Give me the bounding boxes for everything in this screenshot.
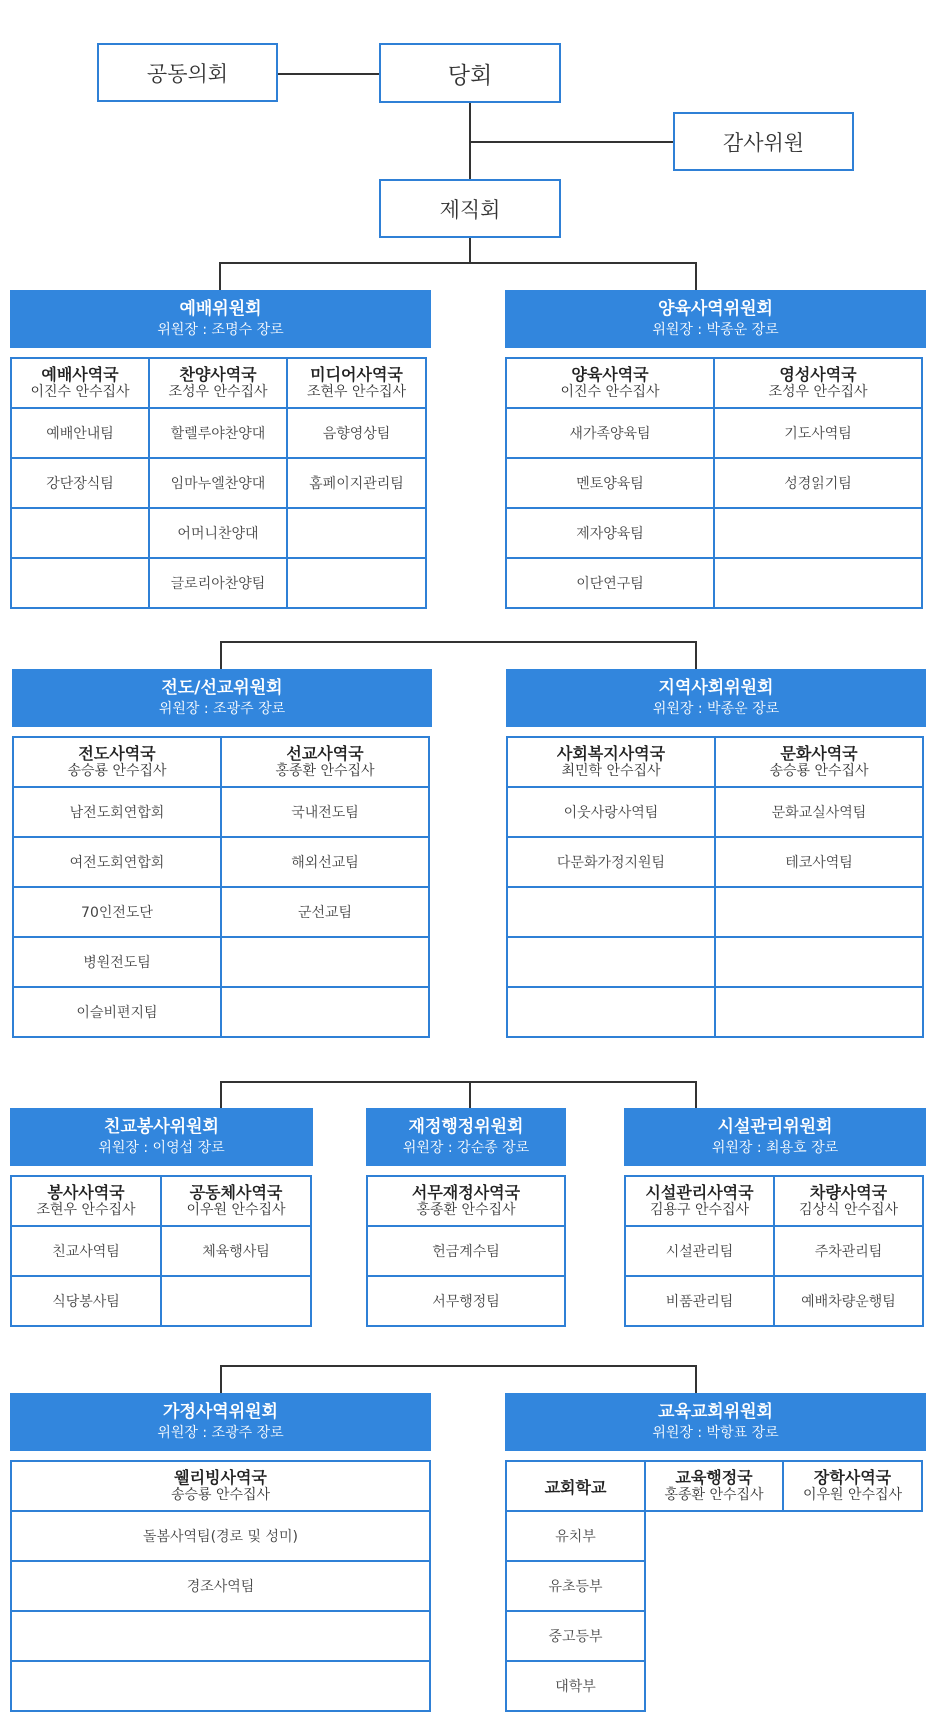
department-manager: 이우원 안수집사 [186, 1202, 286, 1218]
department-name: 선교사역국 [286, 744, 364, 763]
department-header [160, 1175, 312, 1227]
department-header [286, 357, 427, 409]
team-name: 국내전도팀 [291, 805, 359, 821]
team-name: 테코사역팀 [785, 855, 853, 871]
team-name: 예배차량운행팀 [801, 1294, 896, 1310]
committee-chair: 위원장 : 박종운 장로 [652, 701, 780, 717]
team-cell [505, 507, 715, 559]
department-header [10, 1175, 162, 1227]
committee-title: 지역사회위원회 [658, 678, 774, 698]
committee-header [10, 1108, 313, 1166]
committee-header [506, 669, 926, 727]
connector-row2-bar [220, 641, 697, 643]
team-cell [10, 1510, 431, 1562]
committee-title: 가정사역위원회 [163, 1402, 278, 1422]
team-cell [506, 986, 716, 1038]
team-cell [366, 1225, 566, 1277]
team-name: 홈페이지관리팀 [309, 476, 404, 492]
connector-row4-right [695, 1365, 697, 1393]
connector-row3-left [220, 1081, 222, 1108]
joint-assembly-label: 공동의회 [146, 61, 229, 86]
department-name: 차량사역국 [809, 1183, 888, 1202]
committee-title: 교육교회위원회 [658, 1402, 773, 1422]
team-cell [506, 836, 716, 888]
department-header [624, 1175, 775, 1227]
department-header [12, 736, 222, 788]
connector-audit [470, 141, 673, 143]
team-cell [714, 936, 924, 988]
team-cell [10, 1560, 431, 1612]
department-header [713, 357, 923, 409]
department-manager: 김용구 안수집사 [649, 1202, 750, 1218]
department-manager: 홍종환 안수집사 [664, 1487, 764, 1503]
department-manager: 송승룡 안수집사 [769, 763, 869, 779]
department-name: 사회복지사역국 [556, 744, 666, 763]
team-name: 이슬비편지팀 [76, 1005, 158, 1021]
team-cell [505, 1560, 646, 1612]
staff-label: 제직회 [439, 197, 501, 222]
team-cell [286, 507, 427, 559]
department-manager: 김상식 안수집사 [798, 1202, 899, 1218]
team-name: 임마누엘찬양대 [170, 476, 266, 492]
committee-chair: 위원장 : 강순종 장로 [402, 1140, 530, 1156]
team-cell [286, 407, 427, 459]
committee-header [624, 1108, 926, 1166]
team-name: 해외선교팀 [291, 855, 359, 871]
team-name: 대학부 [555, 1679, 596, 1695]
department-manager: 송승룡 안수집사 [170, 1487, 271, 1503]
department-manager: 이진수 안수집사 [30, 384, 130, 400]
team-cell [10, 1610, 431, 1662]
committee-chair: 위원장 : 이영섭 장로 [98, 1140, 225, 1156]
committee-chair: 위원장 : 박항표 장로 [652, 1425, 779, 1441]
team-cell [12, 986, 222, 1038]
team-name: 이웃사랑사역팀 [563, 805, 659, 821]
department-name: 미디어사역국 [310, 365, 403, 384]
team-cell [12, 786, 222, 838]
team-name: 식당봉사팀 [52, 1294, 120, 1310]
committee-title: 시설관리위원회 [717, 1117, 833, 1137]
team-cell [505, 557, 715, 609]
team-cell [506, 886, 716, 938]
team-cell [160, 1275, 312, 1327]
department-header [506, 736, 716, 788]
committee-title: 친교봉사위원회 [104, 1117, 219, 1137]
team-cell [148, 507, 288, 559]
department-name: 영성사역국 [779, 365, 857, 384]
department-header [505, 1460, 646, 1512]
committee-header [366, 1108, 566, 1166]
department-manager: 홍종환 안수집사 [416, 1202, 516, 1218]
connector-row3-bar [220, 1081, 697, 1083]
team-cell [506, 936, 716, 988]
team-name: 문화교실사역팀 [771, 805, 867, 821]
team-cell [624, 1225, 775, 1277]
connector-row3-mid [469, 1081, 471, 1108]
team-cell [505, 1660, 646, 1712]
department-name: 찬양사역국 [179, 365, 257, 384]
team-cell [220, 986, 430, 1038]
team-name: 새가족양육팀 [569, 426, 651, 442]
connector-row1-bar [219, 262, 697, 264]
team-cell [505, 1610, 646, 1662]
team-name: 친교사역팀 [52, 1244, 120, 1260]
team-name: 할렐루야찬양대 [170, 426, 266, 442]
team-name: 돌봄사역팀(경로 및 성미) [142, 1529, 299, 1545]
team-name: 중고등부 [548, 1629, 603, 1645]
committee-header [10, 290, 431, 348]
team-cell [506, 786, 716, 838]
department-header [505, 357, 715, 409]
department-header [10, 357, 150, 409]
connector-row3-right [695, 1081, 697, 1108]
connector-row2-left [220, 641, 222, 669]
department-name: 공동체사역국 [189, 1183, 283, 1202]
department-manager: 조성우 안수집사 [768, 384, 868, 400]
committee-chair: 위원장 : 조광주 장로 [158, 701, 286, 717]
connector-staff-down [469, 238, 471, 263]
audit-label: 감사위원 [722, 130, 805, 155]
team-cell [713, 407, 923, 459]
team-cell [286, 457, 427, 509]
team-cell [220, 936, 430, 988]
team-cell [160, 1225, 312, 1277]
team-cell [10, 1275, 162, 1327]
team-cell [713, 457, 923, 509]
department-name: 전도사역국 [78, 744, 156, 763]
team-name: 성경읽기팀 [784, 476, 852, 492]
team-cell [505, 1510, 646, 1562]
audit-box [673, 112, 854, 171]
connector-row4-bar [220, 1365, 697, 1367]
department-header [148, 357, 288, 409]
department-manager: 조성우 안수집사 [168, 384, 268, 400]
team-cell [148, 557, 288, 609]
committee-header [10, 1393, 431, 1451]
team-name: 비품관리팀 [665, 1294, 734, 1310]
team-cell [714, 836, 924, 888]
team-cell [10, 1225, 162, 1277]
department-manager: 이진수 안수집사 [560, 384, 660, 400]
department-header [644, 1460, 784, 1512]
session-box [379, 43, 561, 103]
team-name: 다문화가정지원팀 [556, 855, 666, 871]
team-cell [713, 507, 923, 559]
team-name: 강단장식팀 [46, 476, 114, 492]
team-name: 남전도회연합회 [69, 805, 165, 821]
committee-header [505, 1393, 926, 1451]
team-cell [366, 1275, 566, 1327]
team-name: 체육행사팀 [202, 1244, 270, 1260]
department-header [10, 1460, 431, 1512]
department-manager: 이우원 안수집사 [802, 1487, 903, 1503]
team-cell [220, 786, 430, 838]
team-cell [505, 407, 715, 459]
committee-title: 재정행정위원회 [408, 1117, 524, 1137]
team-cell [624, 1275, 775, 1327]
team-cell [10, 557, 150, 609]
team-name: 유치부 [555, 1529, 596, 1545]
department-name: 교육행정국 [675, 1468, 753, 1487]
team-name: 헌금계수팀 [432, 1244, 500, 1260]
team-name: 주차관리팀 [814, 1244, 883, 1260]
team-name: 기도사역팀 [784, 426, 852, 442]
team-name: 70인전도단 [81, 905, 153, 921]
team-cell [10, 457, 150, 509]
connector-row1-right [695, 262, 697, 290]
department-name: 웰리빙사역국 [174, 1468, 267, 1487]
department-manager: 최민학 안수집사 [561, 763, 661, 779]
team-cell [713, 557, 923, 609]
department-header [714, 736, 924, 788]
department-manager: 홍종환 안수집사 [275, 763, 375, 779]
connector-joint-session [278, 73, 379, 75]
team-cell [12, 886, 222, 938]
team-cell [714, 886, 924, 938]
committee-header [12, 669, 432, 727]
department-name: 장학사역국 [813, 1468, 892, 1487]
staff-box [379, 179, 561, 238]
team-cell [505, 457, 715, 509]
team-cell [286, 557, 427, 609]
committee-title: 전도/선교위원회 [161, 678, 283, 698]
committee-header [505, 290, 926, 348]
team-cell [773, 1275, 924, 1327]
department-name: 봉사사역국 [47, 1183, 125, 1202]
connector-row1-left [219, 262, 221, 290]
team-cell [714, 786, 924, 838]
department-header [782, 1460, 923, 1512]
department-name: 문화사역국 [780, 744, 858, 763]
team-name: 어머니찬양대 [177, 526, 259, 542]
department-name: 예배사역국 [41, 365, 119, 384]
team-cell [12, 836, 222, 888]
department-manager: 조현우 안수집사 [306, 384, 407, 400]
connector-row4-left [220, 1365, 222, 1393]
department-name: 교회학교 [544, 1477, 607, 1497]
team-name: 시설관리팀 [665, 1244, 734, 1260]
department-manager: 송승룡 안수집사 [67, 763, 167, 779]
team-name: 글로리아찬양팀 [170, 576, 266, 592]
team-cell [10, 507, 150, 559]
department-name: 시설관리사역국 [645, 1183, 754, 1202]
committee-title: 양육사역위원회 [658, 299, 773, 319]
team-cell [148, 407, 288, 459]
team-name: 음향영상팀 [322, 426, 391, 442]
team-cell [220, 836, 430, 888]
team-cell [12, 936, 222, 988]
department-header [220, 736, 430, 788]
committee-chair: 위원장 : 최용호 장로 [711, 1140, 839, 1156]
session-label: 당회 [447, 62, 493, 89]
joint-assembly-box [97, 43, 278, 102]
committee-chair: 위원장 : 조명수 장로 [157, 322, 284, 338]
team-name: 멘토양육팀 [576, 476, 644, 492]
team-name: 서무행정팀 [432, 1294, 500, 1310]
department-header [366, 1175, 566, 1227]
department-name: 양육사역국 [571, 365, 649, 384]
team-cell [220, 886, 430, 938]
team-name: 군선교팀 [297, 905, 353, 921]
department-manager: 조현우 안수집사 [36, 1202, 136, 1218]
team-cell [10, 407, 150, 459]
team-cell [10, 1660, 431, 1712]
team-name: 예배안내팀 [46, 426, 114, 442]
committee-title: 예배위원회 [179, 299, 262, 319]
team-name: 경조사역팀 [186, 1579, 255, 1595]
team-name: 이단연구팀 [576, 576, 644, 592]
team-name: 제자양육팀 [576, 526, 644, 542]
team-name: 병원전도팀 [83, 955, 151, 971]
team-cell [773, 1225, 924, 1277]
committee-chair: 위원장 : 박종운 장로 [652, 322, 779, 338]
team-name: 유초등부 [548, 1579, 603, 1595]
committee-chair: 위원장 : 조광주 장로 [157, 1425, 284, 1441]
connector-row2-right [695, 641, 697, 669]
team-cell [714, 986, 924, 1038]
team-name: 여전도회연합회 [69, 855, 165, 871]
department-header [773, 1175, 924, 1227]
department-name: 서무재정사역국 [411, 1183, 521, 1202]
team-cell [148, 457, 288, 509]
